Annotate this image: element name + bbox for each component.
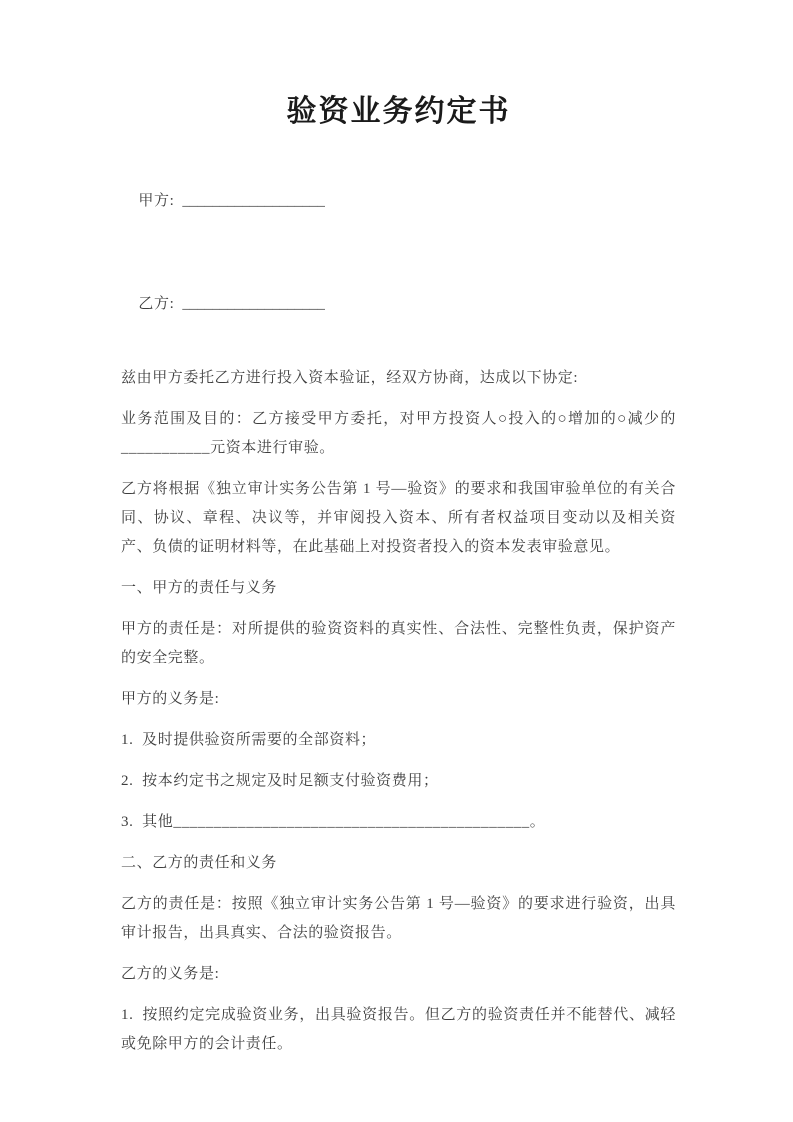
party-a-blank: ___________________ xyxy=(182,193,325,209)
paragraph-party-a-obligations-label: 甲方的义务是: xyxy=(121,691,220,707)
party-a-label: 甲方: xyxy=(138,193,175,209)
section-heading-party-b-duties: 二、乙方的责任和义务 xyxy=(121,855,278,871)
list-item-a3-other-blank: 3. 其他____________________________________________。 xyxy=(121,814,546,830)
list-item-a2: 2. 按本约定书之规定及时足额支付验资费用； xyxy=(121,773,439,789)
paragraph-audit-basis: 乙方将根据《独立审计实务公告第 1 号—验资》的要求和我国审验单位的有关合同、协议、章程、决议等，并审阅投入资本、所有者权益项目变动以及相关资产、负债的证明材料等，在此基础上对投资者投入的资本发表审验意见。 xyxy=(121,481,676,555)
paragraph-party-b-obligations-label: 乙方的义务是: xyxy=(121,966,220,982)
list-item-a1: 1. 及时提供验资所需要的全部资料； xyxy=(121,732,377,748)
paragraph-intro: 兹由甲方委托乙方进行投入资本验证，经双方协商，达成以下协定: xyxy=(121,370,579,386)
paragraph-scope-purpose: 业务范围及目的：乙方接受甲方委托，对甲方投资人○投入的○增加的○减少的___________元资本进行审验。 xyxy=(121,411,676,456)
section-heading-party-a-duties: 一、甲方的责任与义务 xyxy=(121,580,278,596)
party-a-line xyxy=(121,158,676,245)
party-b-label: 乙方: xyxy=(138,296,175,312)
paragraph-party-b-responsibility: 乙方的责任是：按照《独立审计实务公告第 1 号—验资》的要求进行验资，出具审计报告，出具真实、合法的验资报告。 xyxy=(121,896,676,941)
paragraph-party-a-responsibility: 甲方的责任是：对所提供的验资资料的真实性、合法性、完整性负责，保护资产的安全完整。 xyxy=(121,621,676,666)
party-b-blank: ___________________ xyxy=(182,296,325,312)
document-title: 验资业务约定书 xyxy=(286,95,511,128)
list-item-b1: 1. 按照约定完成验资业务，出具验资报告。但乙方的验资责任并不能替代、减轻或免除甲方的会计责任。 xyxy=(121,1007,676,1052)
party-b-line xyxy=(121,261,676,348)
